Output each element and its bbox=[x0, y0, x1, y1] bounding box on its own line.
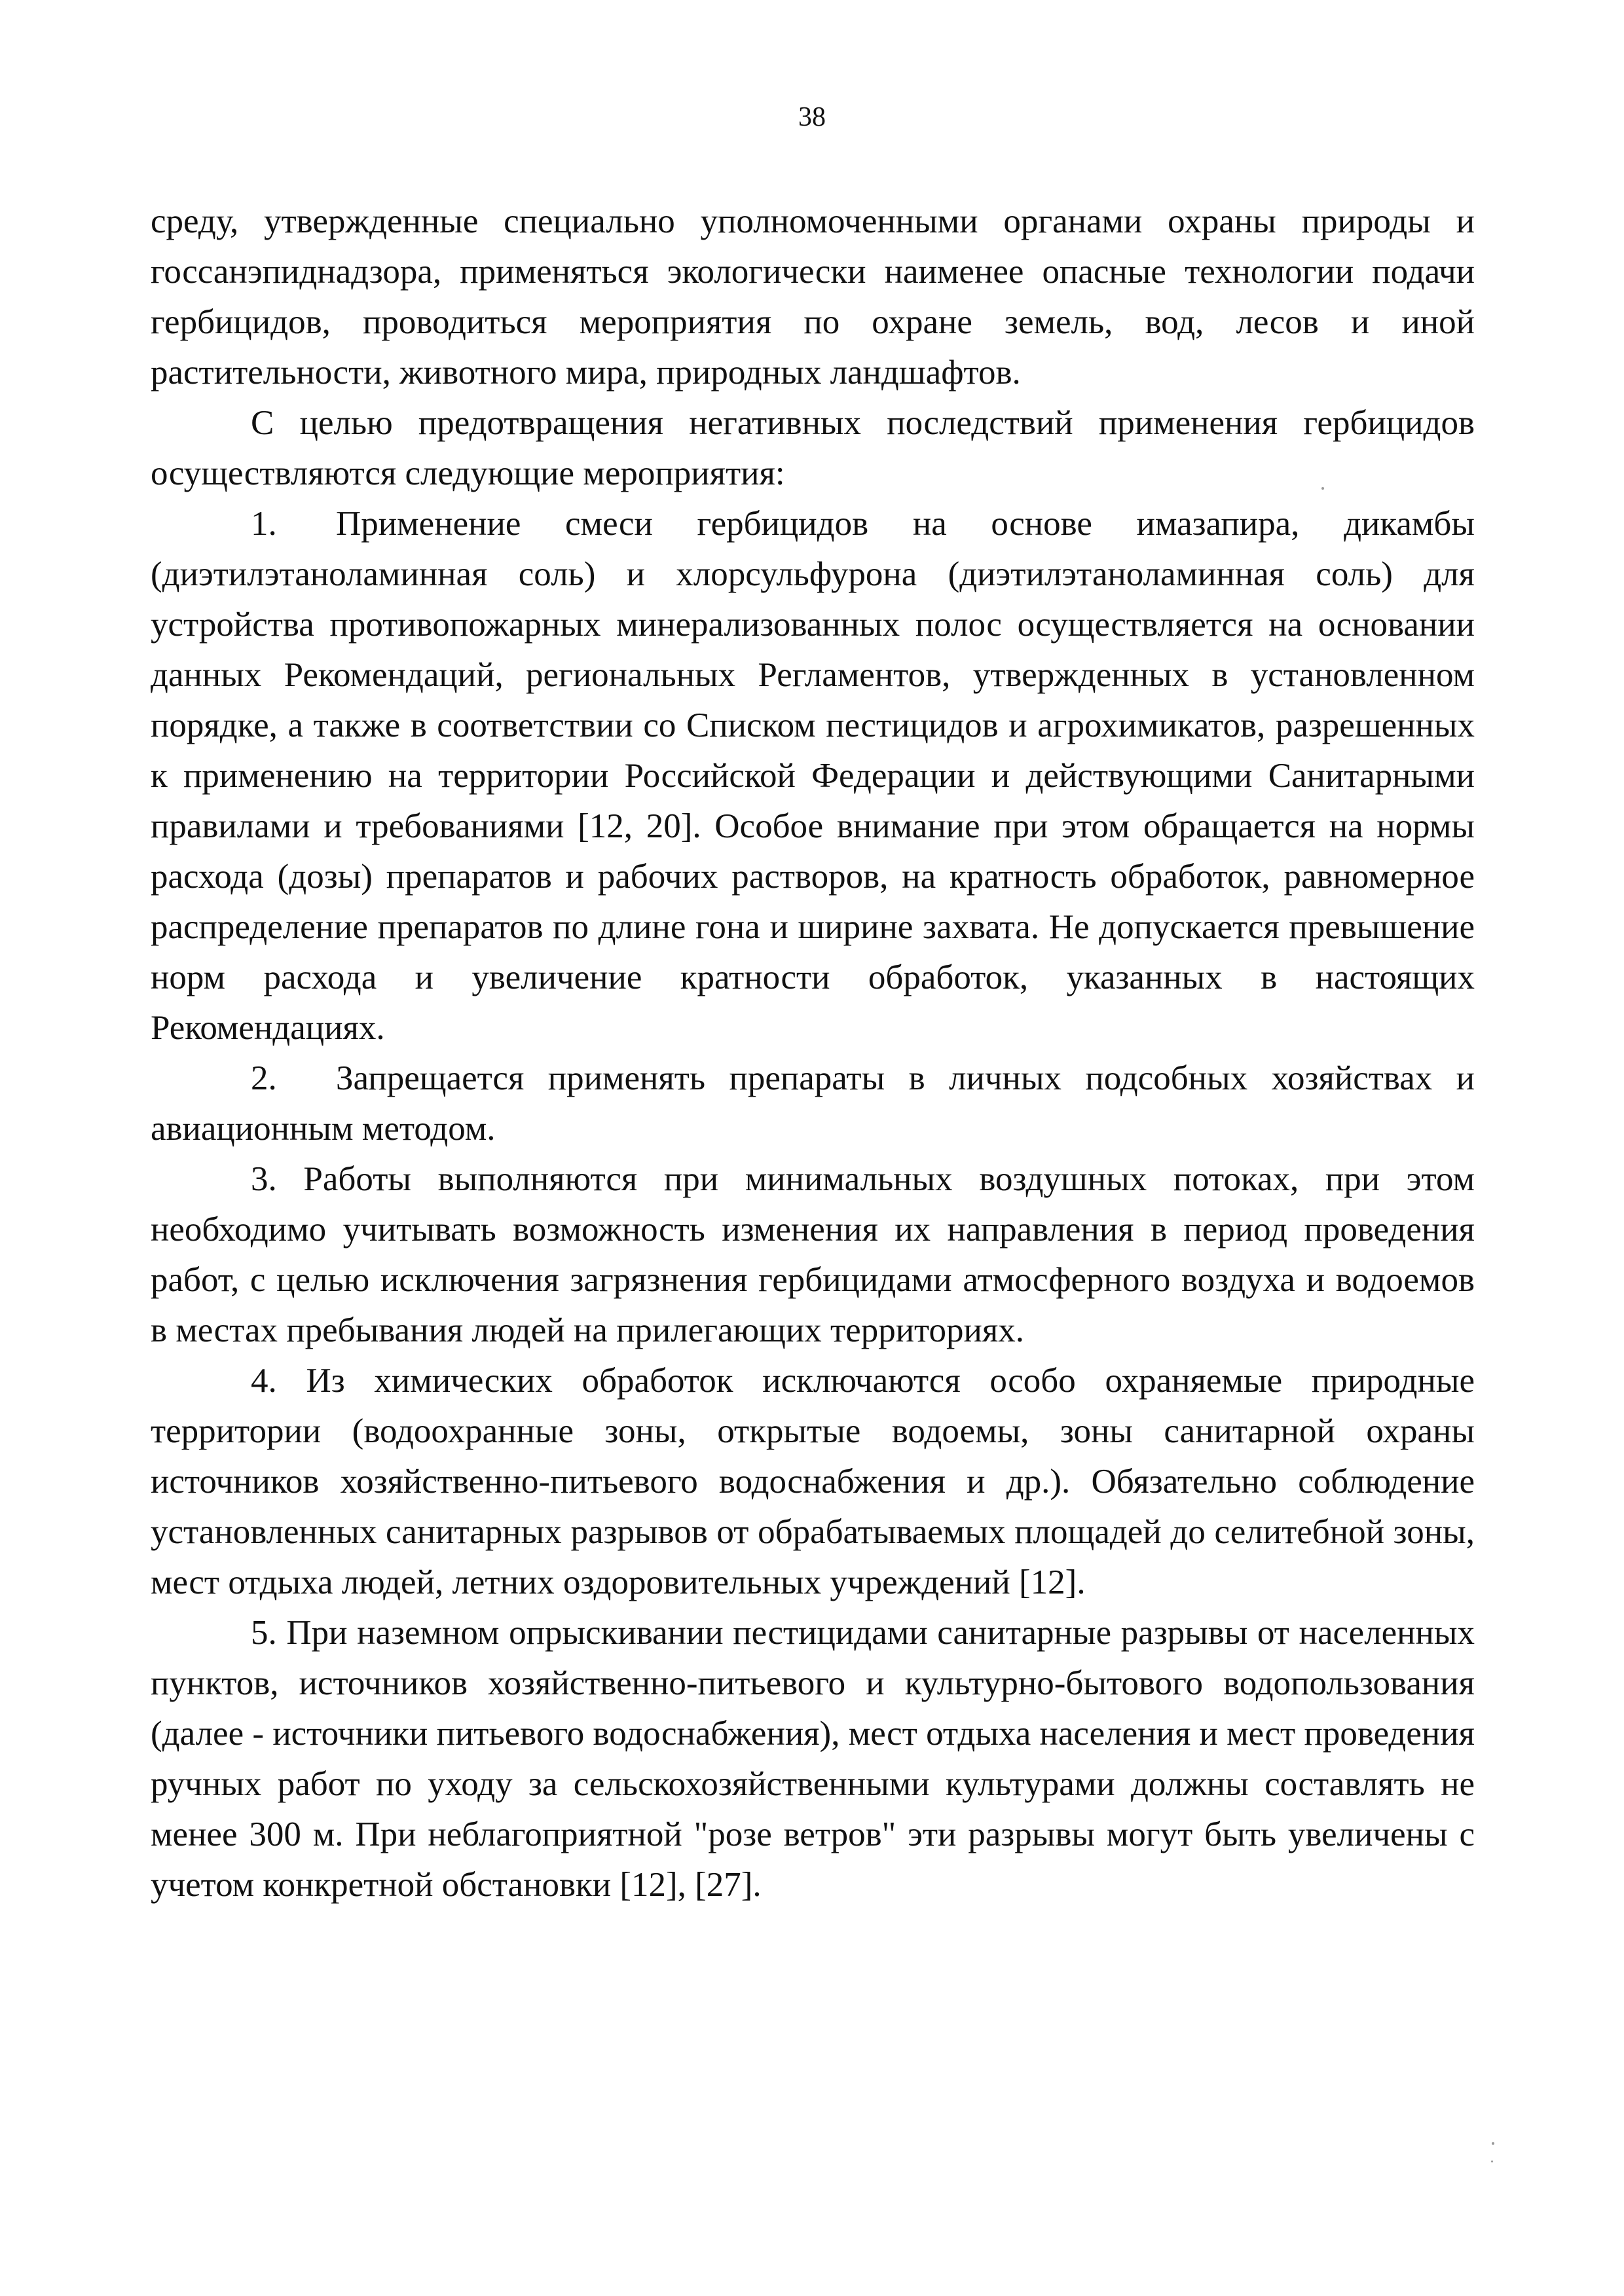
page-number: 38 bbox=[798, 102, 826, 132]
list-item-text: При наземном опрыскивании пестицидами санитарные разрывы от населенных пунктов, источников хозяйственно-питьевого и культурно-бытового водопользования (далее - источники питьевого водоснабжения), мест отдыха населения и мест проведения ручных работ по уходу за сельскохозяйственными культурами должны составлять не менее 300 м. При неблагоприятной "розе ветров" эти разрывы могут быть увеличены с учетом конкретной обстановки [12], [27]. bbox=[151, 1614, 1475, 1904]
list-item-text: Работы выполняются при минимальных воздушных потоках, при этом необходимо учитывать возможность изменения их направления в период проведения работ, с целью исключения загрязнения гербицидами атмосферного воздуха и водоемов в местах пребывания людей на прилегающих территориях. bbox=[151, 1160, 1475, 1349]
list-item-text: Из химических обработок исключаются особо охраняемые природные территории (водоохранные зоны, открытые водоемы, зоны санитарной охраны источников хозяйственно-питьевого водоснабжения и др.). Обязательно соблюдение установленных санитарных разрывов от обрабатываемых площадей до селитебной зоны, мест отдыха людей, летних оздоровительных учреждений [12]. bbox=[151, 1362, 1475, 1601]
list-item-5 bbox=[151, 1608, 1475, 1910]
list-item-number: 1. bbox=[251, 505, 277, 543]
list-item-number: 3. bbox=[251, 1160, 277, 1198]
list-item-text: Применение смеси гербицидов на основе имазапира, дикамбы (диэтилэтаноламинная соль) и хлорсульфурона (диэтилэтаноламинная соль) для устройства противопожарных минерализованных полос осуществляется на основании данных Рекомендаций, региональных Регламентов, утвержденных в установленном порядке, а также в соответствии со Списком пестицидов и агрохимикатов, разрешенных к применению на территории Российской Федерации и действующими Санитарными правилами и требованиями [12, 20]. Особое внимание при этом обращается на нормы расхода (дозы) препаратов и рабочих растворов, на кратность обработок, равномерное распределение препаратов по длине гона и ширине захвата. Не допускается превышение норм расхода и увеличение кратности обработок, указанных в настоящих Рекомендациях. bbox=[151, 505, 1475, 1047]
list-item-number: 5. bbox=[251, 1614, 277, 1652]
scan-speck bbox=[1491, 2160, 1493, 2162]
list-item-text: Запрещается применять препараты в личных подсобных хозяйствах и авиационным методом. bbox=[151, 1059, 1475, 1148]
scan-speck bbox=[1492, 2142, 1494, 2145]
list-item-4 bbox=[151, 1356, 1475, 1608]
list-item-number: 2. bbox=[251, 1059, 277, 1097]
list-item-number: 4. bbox=[251, 1362, 277, 1400]
paragraph-intro: С целью предотвращения негативных последствий применения гербицидов осуществляются следующие мероприятия: bbox=[151, 404, 1475, 492]
document-body bbox=[151, 196, 1475, 1910]
list-item-1 bbox=[151, 499, 1475, 1053]
list-item-2 bbox=[151, 1053, 1475, 1154]
list-item-3 bbox=[151, 1154, 1475, 1356]
paragraph-continuation: среду, утвержденные специально уполномоченными органами охраны природы и госсанэпиднадзора, применяться экологически наименее опасные технологии подачи гербицидов, проводиться мероприятия по охране земель, вод, лесов и иной растительности, животного мира, природных ландшафтов. bbox=[151, 202, 1475, 392]
scan-speck bbox=[1321, 487, 1324, 490]
